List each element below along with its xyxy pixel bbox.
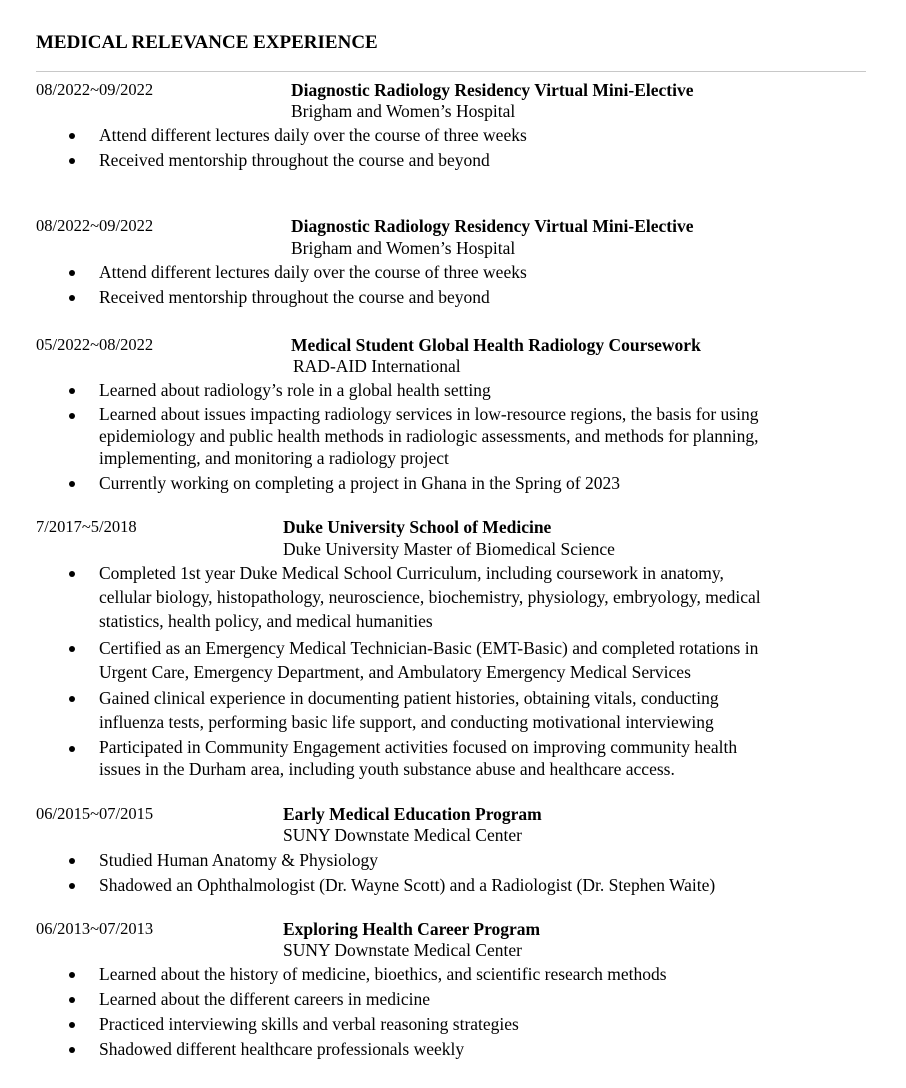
section-title: MEDICAL RELEVANCE EXPERIENCE: [36, 32, 378, 53]
entry-date: 06/2013~07/2013: [36, 919, 154, 938]
entry-organization: Duke University Master of Biomedical Science: [283, 539, 615, 559]
entry-organization: RAD-AID International: [293, 356, 461, 376]
entry-title: Exploring Health Career Program: [283, 919, 541, 939]
section-divider: [36, 71, 866, 72]
bullet-icon: [69, 883, 75, 889]
bullet-icon: [69, 388, 75, 394]
bullet-icon: [69, 413, 75, 419]
entry-organization: Brigham and Women’s Hospital: [291, 101, 516, 121]
bullet-icon: [69, 270, 75, 276]
bullet-icon: [69, 295, 75, 301]
bullet-list: [0, 123, 906, 173]
entry-title: Early Medical Education Program: [283, 804, 542, 824]
bullet-icon: [69, 972, 75, 978]
bullet-item: Practiced interviewing skills and verbal reasoning strategies: [0, 1012, 854, 1037]
bullet-icon: [69, 571, 75, 577]
bullet-item: Learned about the different careers in medicine: [0, 987, 854, 1012]
bullet-icon: [69, 997, 75, 1003]
bullet-icon: [69, 133, 75, 139]
bullet-item: Received mentorship throughout the course and beyond: [0, 148, 854, 173]
bullet-item: Attend different lectures daily over the course of three weeks: [0, 260, 854, 285]
entry-organization: SUNY Downstate Medical Center: [283, 825, 522, 845]
bullet-item: Gained clinical experience in documenting patient histories, obtaining vitals, conducting influenza tests, performing basic life support, and conducting motivational interviewing: [0, 686, 854, 736]
entry-organization: Brigham and Women’s Hospital: [291, 238, 516, 258]
bullet-icon: [69, 858, 75, 864]
bullet-icon: [69, 158, 75, 164]
entry-date: 7/2017~5/2018: [36, 517, 137, 536]
bullet-item: Certified as an Emergency Medical Technician-Basic (EMT-Basic) and completed rotations in Urgent Care, Emergency Department, and Ambulatory Emergency Medical Services: [0, 636, 854, 686]
bullet-item: Currently working on completing a project in Ghana in the Spring of 2023: [0, 471, 854, 496]
bullet-item: Shadowed different healthcare professionals weekly: [0, 1037, 854, 1062]
bullet-list: [0, 561, 906, 782]
bullet-item: Learned about issues impacting radiology services in low-resource regions, the basis for using epidemiology and public health methods in radiologic assessments, and methods for planning, implementing, and monitoring a radiology project: [0, 403, 854, 471]
entry-date: 08/2022~09/2022: [36, 216, 154, 235]
bullet-icon: [69, 646, 75, 652]
entry-title: Diagnostic Radiology Residency Virtual Mini-Elective: [291, 80, 694, 100]
bullet-item: Studied Human Anatomy & Physiology: [0, 848, 854, 873]
bullet-list: [0, 962, 906, 1062]
bullet-item: Participated in Community Engagement activities focused on improving community health issues in the Durham area, including youth substance abuse and healthcare access.: [0, 736, 854, 782]
bullet-list: [0, 260, 906, 310]
bullet-icon: [69, 746, 75, 752]
bullet-item: Learned about the history of medicine, bioethics, and scientific research methods: [0, 962, 854, 987]
bullet-icon: [69, 1047, 75, 1053]
entry-title: Diagnostic Radiology Residency Virtual Mini-Elective: [291, 216, 694, 236]
bullet-item: Attend different lectures daily over the course of three weeks: [0, 123, 854, 148]
bullet-list: [0, 378, 906, 496]
entry-date: 08/2022~09/2022: [36, 80, 154, 99]
entry-title: Medical Student Global Health Radiology Coursework: [291, 335, 701, 355]
bullet-item: Completed 1st year Duke Medical School Curriculum, including coursework in anatomy, cellular biology, histopathology, neuroscience, biochemistry, physiology, embryology, medical statistics, health policy, and medical humanities: [0, 561, 854, 636]
bullet-icon: [69, 481, 75, 487]
entry-organization: SUNY Downstate Medical Center: [283, 940, 522, 960]
bullet-item: Received mentorship throughout the course and beyond: [0, 285, 854, 310]
entry-date: 06/2015~07/2015: [36, 804, 154, 823]
bullet-list: [0, 848, 906, 898]
bullet-item: Shadowed an Ophthalmologist (Dr. Wayne Scott) and a Radiologist (Dr. Stephen Waite): [0, 873, 854, 898]
entry-date: 05/2022~08/2022: [36, 335, 154, 354]
bullet-icon: [69, 696, 75, 702]
bullet-icon: [69, 1022, 75, 1028]
entry-title: Duke University School of Medicine: [283, 517, 552, 537]
bullet-item: Learned about radiology’s role in a global health setting: [0, 378, 854, 403]
